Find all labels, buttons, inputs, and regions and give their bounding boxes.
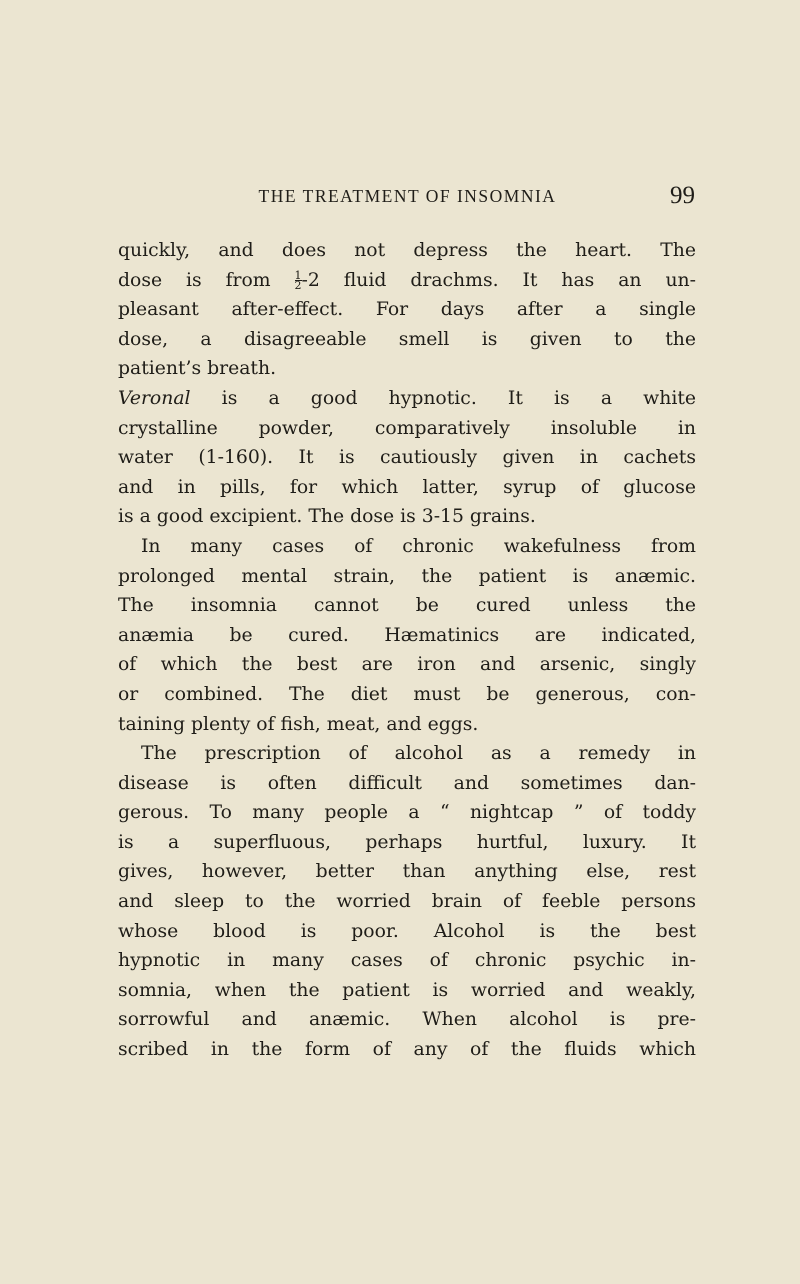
paragraph-1 — [118, 236, 696, 384]
text-line: water (1-160). It is cautiously given in cachets — [118, 447, 696, 469]
text-line: is a good excipient. The dose is 3-15 grains. — [118, 506, 536, 528]
text-line: prolonged mental strain, the patient is anæmic. — [118, 565, 696, 587]
italic-term: Veronal — [118, 387, 191, 409]
fraction-denominator: 2 — [294, 278, 302, 292]
text-line: taining plenty of fish, meat, and eggs. — [118, 713, 479, 735]
fraction-one-half — [294, 268, 302, 292]
paragraph-3 — [118, 532, 696, 739]
text-line: dose, a disagreeable smell is given to the — [118, 328, 696, 350]
text-line: The prescription of alcohol as a remedy in — [141, 743, 696, 765]
text-line — [118, 384, 696, 414]
text-line: and in pills, for which latter, syrup of glucose — [118, 476, 696, 498]
text-line: crystalline powder, comparatively insoluble in — [118, 417, 696, 439]
text-line: gerous. To many people a “ nightcap ” of toddy — [118, 802, 696, 824]
body-text — [118, 236, 696, 1065]
paragraph-2 — [118, 384, 696, 532]
text-line: hypnotic in many cases of chronic psychic in- — [118, 950, 696, 972]
text-line: and sleep to the worried brain of feeble persons — [118, 891, 696, 913]
text-line: quickly, and does not depress the heart. The — [118, 240, 696, 261]
text-line: patient’s breath. — [118, 358, 277, 380]
text-segment: -2 fluid drachms. It has an un- — [301, 269, 696, 291]
text-line: of which the best are iron and arsenic, singly — [118, 654, 696, 676]
text-line: disease is often difficult and sometimes dan- — [118, 772, 696, 794]
running-title: THE TREATMENT OF INSOMNIA — [258, 186, 557, 206]
text-line: gives, however, better than anything else, rest — [118, 861, 696, 883]
text-line: anæmia be cured. Hæmatinics are indicated, — [118, 624, 696, 646]
text-line: somnia, when the patient is worried and weakly, — [118, 979, 696, 1001]
text-line: whose blood is poor. Alcohol is the best — [118, 920, 696, 942]
paragraph-4 — [118, 739, 696, 1065]
fraction-numerator: 1 — [294, 268, 302, 282]
text-line: scribed in the form of any of the fluids which — [118, 1039, 696, 1061]
text-line: The insomnia cannot be cured unless the — [118, 595, 696, 617]
page-number: 99 — [670, 182, 695, 209]
text-segment: dose is from — [118, 269, 271, 291]
text-segment: is a good hypnotic. It is a white — [190, 387, 696, 409]
text-line: In many cases of chronic wakefulness from — [141, 535, 696, 557]
text-line: or combined. The diet must be generous, con- — [118, 683, 696, 705]
page-header — [120, 182, 695, 216]
text-line: pleasant after-effect. For days after a single — [118, 299, 696, 321]
text-line — [118, 266, 696, 296]
text-line: sorrowful and anæmic. When alcohol is pre- — [118, 1009, 696, 1031]
text-line: is a superfluous, perhaps hurtful, luxury. It — [118, 831, 696, 853]
